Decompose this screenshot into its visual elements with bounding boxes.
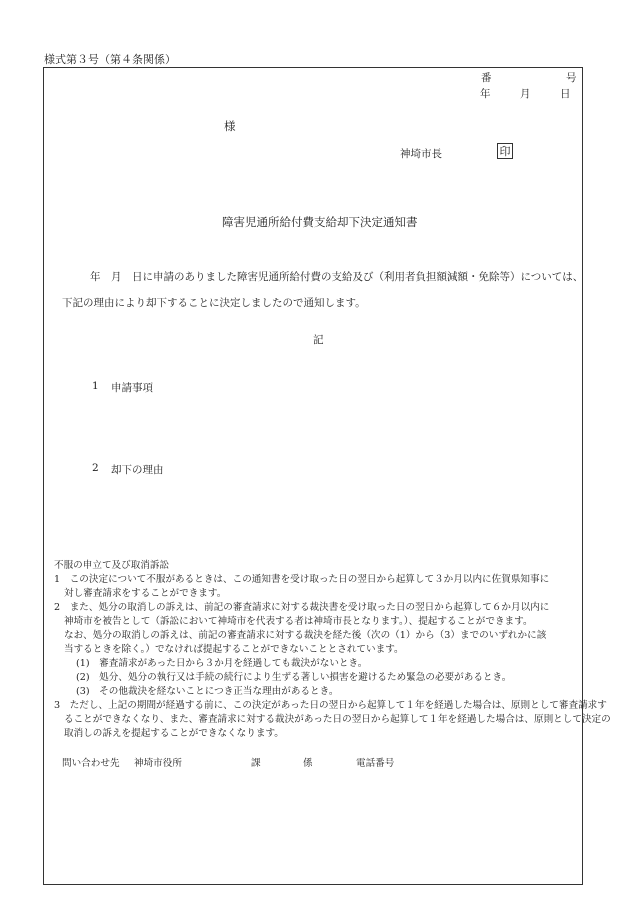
appeal-line: (2) 処分、処分の執行又は手続の続行により生ずる著しい損害を避けるため緊急の必要があるとき。 bbox=[76, 672, 512, 683]
contact-ka: 課 bbox=[251, 758, 261, 769]
appeal-line: 当するときを除く。）でなければ提起することができないこととされています。 bbox=[64, 644, 404, 655]
document-title: 障害児通所給付費支給却下決定通知書 bbox=[222, 215, 418, 229]
contact-phone-label: 電話番号 bbox=[356, 758, 395, 769]
header-go: 号 bbox=[566, 72, 577, 84]
appeal-line: (1) 審査請求があった日から３か月を経過しても裁決がないとき。 bbox=[76, 658, 368, 669]
body-line-1: 年 月 日に申請のありました障害児通所給付費の支給及び（利用者負担額減額・免除等）については、 bbox=[90, 271, 584, 283]
item-1-label: 申請事項 bbox=[111, 382, 153, 394]
appeal-line: 対し審査請求をすることができます。 bbox=[64, 588, 227, 599]
body-line-2: 下記の理由により却下することに決定しましたので通知します。 bbox=[62, 297, 366, 309]
appeal-line: 3 ただし、上記の期間が経過する前に、この決定があった日の翌日から起算して１年を経過した場合は、原則として審査請求す bbox=[54, 700, 607, 711]
ki-label: 記 bbox=[313, 334, 324, 346]
form-label: 様式第３号（第４条関係） bbox=[44, 53, 176, 66]
item-2-label: 却下の理由 bbox=[111, 464, 164, 476]
contact-office: 神埼市役所 bbox=[134, 758, 182, 769]
appeal-heading: 不服の申立て及び取消訴訟 bbox=[54, 560, 170, 571]
appeal-line: (3) その他裁決を経ないことにつき正当な理由があるとき。 bbox=[76, 686, 339, 697]
appeal-line: 神埼市を被告として（訴訟において神埼市を代表する者は神埼市長となります。）、提起することができます。 bbox=[64, 616, 533, 627]
header-ban: 番 bbox=[481, 72, 492, 84]
appeal-line: 2 また、処分の取消しの訴えは、前記の審査請求に対する裁決書を受け取った日の翌日から起算して６か月以内に bbox=[54, 602, 550, 613]
appeal-line: なお、処分の取消しの訴えは、前記の審査請求に対する裁決を経た後（次の（1）から（3）までのいずれかに該 bbox=[64, 630, 547, 641]
appeal-line: 1 この決定について不服があるときは、この通知書を受け取った日の翌日から起算して３か月以内に佐賀県知事に bbox=[54, 574, 550, 585]
appeal-line: 取消しの訴えを提起することができなくなります。 bbox=[64, 728, 284, 739]
header-month: 月 bbox=[520, 88, 531, 100]
item-2-number: 2 bbox=[92, 462, 99, 474]
addressee-sama: 様 bbox=[224, 119, 236, 133]
header-day: 日 bbox=[560, 88, 571, 100]
header-year: 年 bbox=[480, 88, 491, 100]
appeal-line: ることができなくなり、また、審査請求に対する裁決があった日の翌日から起算して１年を経過した場合は、原則として決定の bbox=[64, 714, 611, 725]
contact-label: 問い合わせ先 bbox=[62, 758, 120, 769]
item-1-number: 1 bbox=[92, 380, 99, 392]
sender-name: 神埼市長 bbox=[400, 148, 442, 160]
seal-stamp: 印 bbox=[497, 143, 513, 159]
contact-kakari: 係 bbox=[303, 758, 313, 769]
